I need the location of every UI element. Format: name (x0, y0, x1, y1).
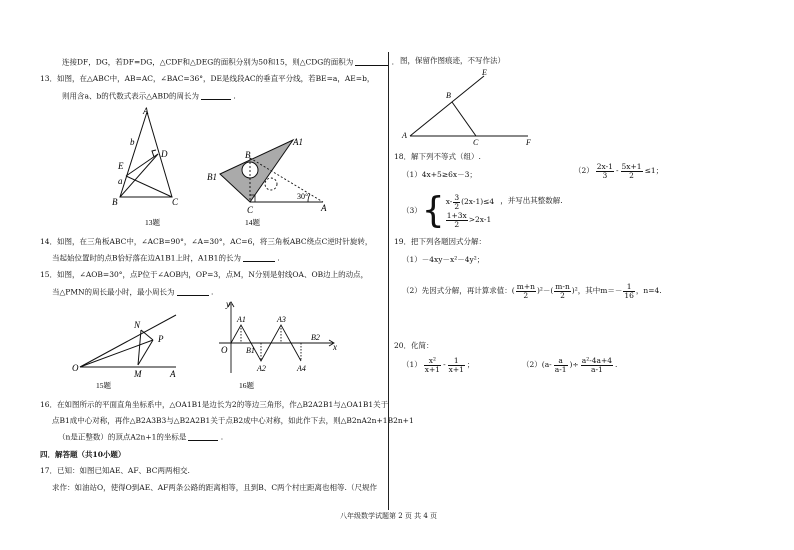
label-a: a (118, 176, 123, 186)
q14-line2: 当起始位置时的点B恰好落在边A1B1上时，A1B1的长为 . (52, 253, 280, 263)
q15-line2: 当△PMN的周长最小时，最小周长为 . (52, 287, 214, 297)
q18-1: （1）4x+5≥6x－3； (402, 170, 477, 179)
label-C: C (172, 197, 179, 207)
q15-line1: 15．如图，∠AOB=30°，点P位于∠AOB内，OP=3，点M，N分别是射线OA、OB边上的动点， (40, 270, 369, 279)
q17-line2: 求作：如油站O，使得O到AE、AF两条公路的距离相等，且到B、C两个村庄距离也相等.（尺规作 (52, 483, 377, 492)
label-b: b (130, 137, 135, 147)
label-E: E (482, 68, 487, 77)
label-A: A (321, 203, 327, 213)
text-line-12-end: 连接DF，DG，若DF=DG，△CDF和△DEG的面积分别为50和15，则△CDG的面积为 . (62, 57, 395, 67)
q16-line1: 16．在如图所示的平面直角坐标系中，△OA1B1是边长为2的等边三角形，作△B2A2B1与△OA1B1关于 (40, 400, 389, 409)
figure-13 (110, 105, 190, 230)
q13-line2: 则用含a、b的代数式表示△ABD的周长为 . (62, 91, 236, 101)
label-B1: B1 (246, 346, 255, 355)
q17-line1: 17．已知：如图已知AE、AF、BC两两相交. (40, 466, 190, 475)
caption-14: 14题 (245, 218, 260, 227)
label-angle: 30° (297, 192, 309, 201)
label-M: M (134, 369, 142, 379)
figure-15 (68, 310, 180, 392)
q14-line1: 14．如图，在三角板ABC中，∠ACB=90°，∠A=30°，AC=6，将三角板ABC绕点C逆时针旋转， (40, 237, 373, 246)
label-B: B (245, 150, 251, 160)
label-P: P (158, 334, 164, 344)
q16-line2: 点B1成中心对称，再作△B2A3B3与△B2A2B1关于点B2成中心对称，如此作下去，则△B2nA2n+1B2n+1 (52, 416, 414, 425)
q18-heading: 18．解下列不等式（组）. (394, 152, 481, 161)
q20-heading: 20．化简： (394, 341, 434, 350)
section-4-heading: 四．解答题（共10小题） (40, 450, 126, 459)
label-A3: A3 (277, 315, 286, 324)
q18-2: （2） $\frac{2x-1}{3}$ - $\frac{5x+1}{2}$ ≤1； (574, 162, 664, 180)
label-F: F (526, 138, 531, 147)
q16-line3: （n是正整数）的顶点A2n+1的坐标是 . (58, 432, 224, 442)
q19-heading: 19．把下列各题因式分解： (394, 237, 487, 246)
label-E: E (118, 161, 124, 171)
label-A4: A4 (297, 364, 306, 373)
label-x: x (333, 342, 337, 352)
label-A1: A1 (237, 315, 246, 324)
label-C: C (473, 138, 479, 147)
label-y: y (226, 299, 230, 309)
label-A: A (143, 106, 149, 116)
q18-3: （3） { x- $\frac{3}{2}$ (2x-1)≤4 $\frac{1+3x}{2}$ >2x-1 ，并写出其整数解. (402, 190, 563, 231)
q19-2: （2）先因式分解，再计算求值：( $\frac{m+n}{2}$ )²－( $\frac{m-n}{2}$ )²，其中m＝－ $\frac{1}{16}$ ，n=4. (402, 282, 662, 300)
page-footer: 八年级数学试题第 2 页 共 4 页 (340, 512, 438, 520)
figure-17 (400, 68, 550, 148)
label-A2: A2 (257, 364, 266, 373)
caption-16: 16题 (239, 381, 254, 390)
label-C: C (247, 205, 254, 215)
label-B: B (446, 91, 451, 100)
q19-1: （1）－4xy－x²－4y²； (402, 255, 485, 264)
caption-13: 13题 (145, 218, 160, 227)
label-O: O (72, 363, 79, 373)
q17-line3: 图，保留作图痕迹，不写作法） (400, 56, 505, 65)
label-A1: A1 (293, 137, 303, 147)
caption-15: 15题 (96, 381, 111, 390)
column-divider (388, 52, 389, 510)
label-A: A (402, 131, 407, 140)
figure-14 (205, 132, 335, 232)
label-O: O (221, 345, 228, 355)
q20-1: （1） $\frac{\text{x²}}{x+1}$ - $\frac{1}{x+1}$ ； (402, 356, 475, 374)
label-A: A (170, 369, 176, 379)
label-D: D (161, 149, 168, 159)
q13-line1: 13．如图，在△ABC中，AB=AC，∠BAC=36°，DE是线段AC的垂直平分线，若BE=a，AE=b， (40, 74, 375, 83)
figure-16 (215, 298, 345, 393)
label-B1: B1 (207, 172, 217, 182)
label-B2: B2 (311, 333, 320, 342)
label-N: N (134, 320, 141, 330)
label-B: B (112, 197, 118, 207)
q20-2: （2）(a- $\frac{a}{a-1}$ )÷ $\frac{\text{a²-4a+4}}{a-1}$ . (522, 356, 618, 374)
